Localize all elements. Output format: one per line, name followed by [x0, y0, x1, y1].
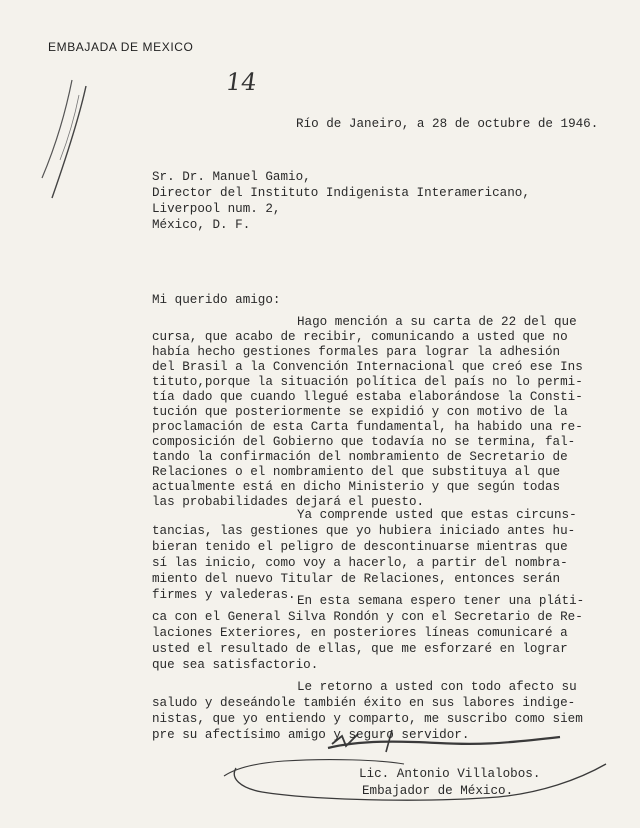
- body-line: sí las inicio, como voy a hacerlo, a partir del nombra-: [152, 556, 568, 570]
- body-line: saludo y deseándole también éxito en sus labores indige-: [152, 696, 576, 710]
- pencil-stroke-mark: [52, 86, 86, 198]
- body-line: tía dado que cuando llegué estaba elaborándose la Consti-: [152, 390, 583, 404]
- body-line: Ya comprende usted que estas circuns-: [297, 508, 577, 522]
- body-line: había hecho gestiones formales para lograr la adhesión: [152, 345, 561, 359]
- body-line: Hago mención a su carta de 22 del que: [297, 315, 577, 329]
- body-line: composición del Gobierno que todavía no se termina, fal-: [152, 435, 576, 449]
- signatory-title: Embajador de México.: [362, 784, 514, 798]
- handwritten-page-number: 14: [224, 68, 259, 96]
- body-line: miento del nuevo Titular de Relaciones, entonces serán: [152, 572, 561, 586]
- body-line: Relaciones o el nombramiento del que substituya al que: [152, 465, 561, 479]
- body-line: del Brasil a la Convención Internacional que creó ese Ins: [152, 360, 583, 374]
- body-line: las probabilidades dejará el puesto.: [152, 495, 425, 509]
- body-line: cursa, que acabo de recibir, comunicando a usted que no: [152, 330, 568, 344]
- signatory-name: Lic. Antonio Villalobos.: [359, 767, 541, 781]
- pencil-stroke-mark: [42, 80, 72, 178]
- body-line: proclamación de esta Carta fundamental, ha habido una re-: [152, 420, 583, 434]
- body-line: laciones Exteriores, en posteriores líneas comunicaré a: [152, 626, 568, 640]
- body-line: que sea satisfactorio.: [152, 658, 319, 672]
- recipient-line: Liverpool num. 2,: [152, 202, 281, 216]
- body-line: actualmente está en dicho Ministerio y que según todas: [152, 480, 561, 494]
- body-line: tución que posteriormente se expidió y con motivo de la: [152, 405, 568, 419]
- body-line: nistas, que yo entiendo y comparto, me suscribo como siem: [152, 712, 583, 726]
- body-line: bieran tenido el peligro de descontinuarse mientras que: [152, 540, 568, 554]
- body-line: pre su afectísimo amigo y seguro servidor.: [152, 728, 470, 742]
- body-line: usted el resultado de ellas, que me esforzaré en lograr: [152, 642, 568, 656]
- body-line: tancias, las gestiones que yo hubiera iniciado antes hu-: [152, 524, 576, 538]
- salutation: Mi querido amigo:: [152, 293, 281, 307]
- body-line: tando la confirmación del nombramiento de Secretario de: [152, 450, 568, 464]
- body-line: ca con el General Silva Rondón y con el Secretario de Re-: [152, 610, 583, 624]
- recipient-line: México, D. F.: [152, 218, 251, 232]
- body-line: firmes y valederas.: [152, 588, 296, 602]
- recipient-line: Sr. Dr. Manuel Gamio,: [152, 170, 311, 184]
- body-line: Le retorno a usted con todo afecto su: [297, 680, 577, 694]
- body-line: En esta semana espero tener una pláti-: [297, 594, 585, 608]
- letterhead: EMBAJADA DE MEXICO: [48, 40, 194, 54]
- recipient-line: Director del Instituto Indigenista Interamericano,: [152, 186, 530, 200]
- body-line: tituto,porque la situación política del país no lo permi-: [152, 375, 583, 389]
- date-line: Río de Janeiro, a 28 de octubre de 1946.: [296, 117, 599, 131]
- pencil-stroke-mark: [60, 95, 79, 160]
